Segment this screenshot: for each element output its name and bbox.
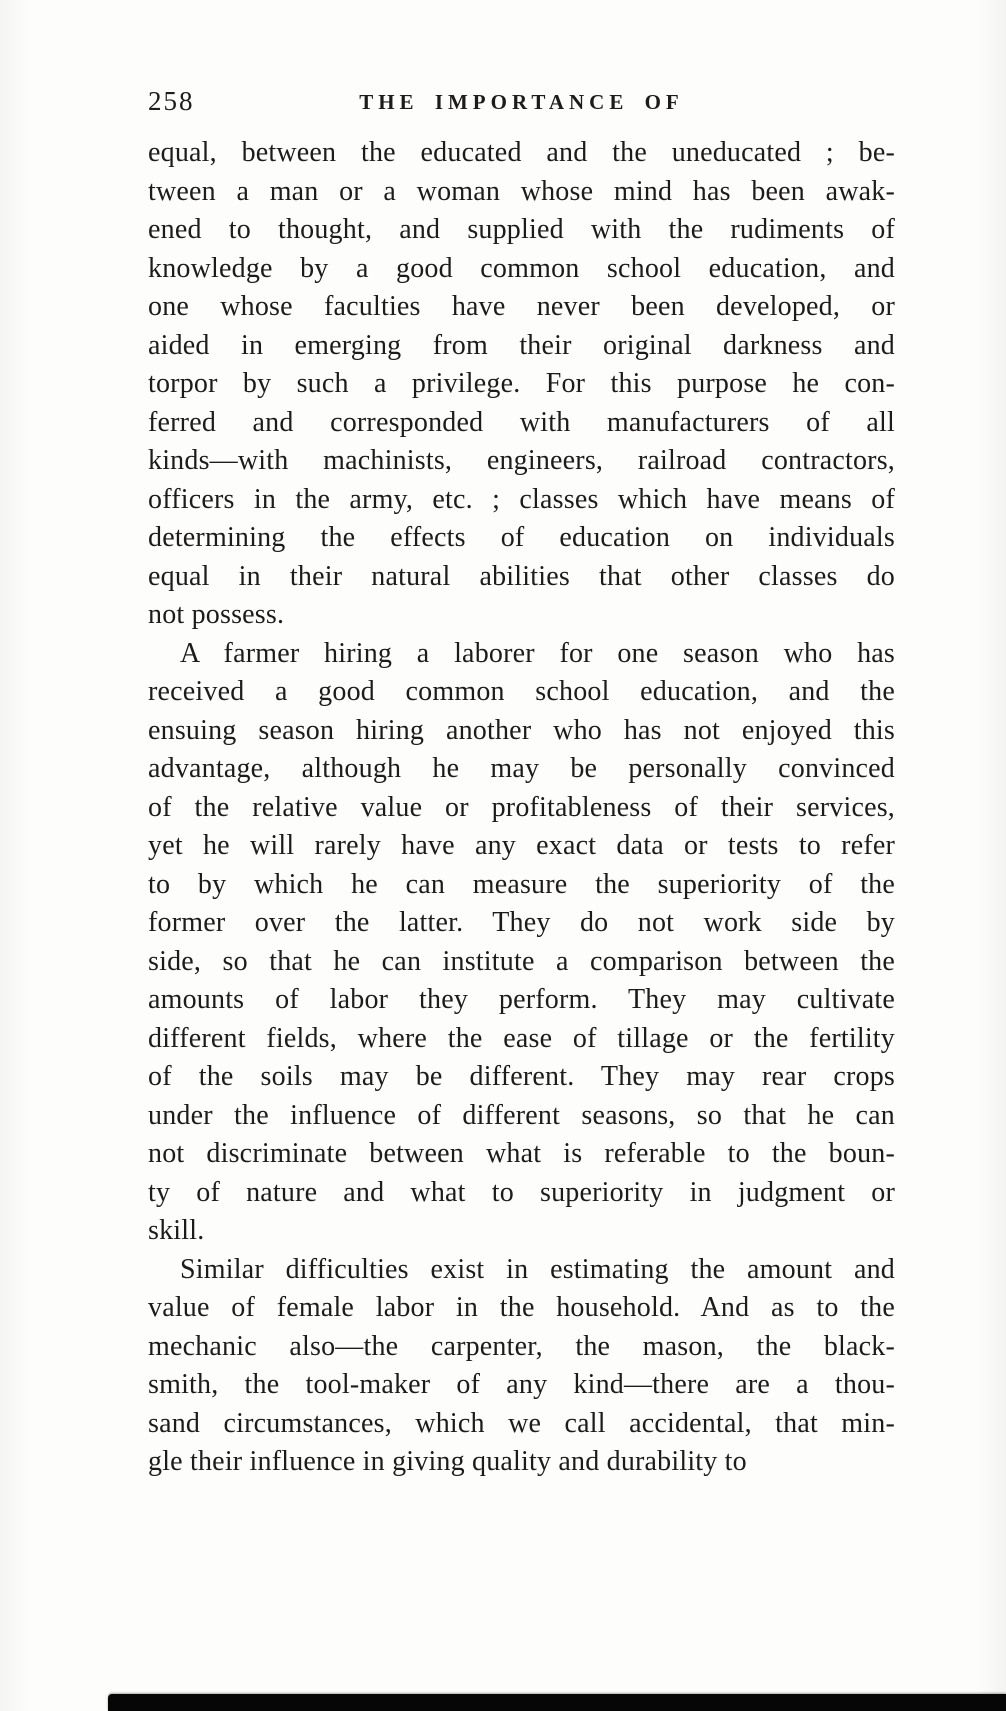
text-line: advantage, although he may be personally convinced (148, 753, 895, 784)
text-line: received a good common school education, and the (148, 676, 895, 707)
text-line: yet he will rarely have any exact data or tests to refer (148, 830, 895, 861)
text-line: ferred and corresponded with manufacturers of all (148, 406, 895, 438)
text-line: to by which he can measure the superiority of the (148, 868, 895, 900)
page-number: 258 (148, 86, 195, 116)
page-header-row (148, 86, 895, 116)
text-line: kinds—with machinists, engineers, railroad contractors, (148, 445, 895, 476)
text-line: gle their influence in giving quality and durability to (148, 1446, 747, 1477)
running-header: THE IMPORTANCE OF (359, 90, 684, 114)
text-line: of the relative value or profitableness of their services, (148, 791, 895, 823)
page-text (148, 134, 895, 1482)
text-line: of the soils may be different. They may rear crops (148, 1061, 895, 1092)
text-line: ensuing season hiring another who has not enjoyed this (148, 714, 895, 746)
text-line: smith, the tool-maker of any kind—there are a thou- (148, 1369, 895, 1400)
text-line: amounts of labor they perform. They may cultivate (148, 984, 895, 1015)
text-line: former over the latter. They do not work side by (148, 907, 895, 938)
text-line: mechanic also—the carpenter, the mason, the black- (148, 1330, 895, 1362)
text-line: skill. (148, 1215, 205, 1246)
text-line: ened to thought, and supplied with the rudiments of (148, 214, 895, 245)
text-line: not discriminate between what is referable to the boun- (148, 1138, 895, 1169)
text-line: one whose faculties have never been developed, or (148, 291, 895, 322)
text-line: tween a man or a woman whose mind has been awak- (148, 175, 895, 207)
text-line: sand circumstances, which we call accidental, that min- (148, 1407, 895, 1439)
text-line: ty of nature and what to superiority in judgment or (148, 1176, 895, 1208)
text-line: A farmer hiring a laborer for one season who has (180, 637, 895, 669)
text-line: side, so that he can institute a comparison between the (148, 945, 895, 977)
scan-edge-artifact (108, 1694, 1006, 1711)
text-line: officers in the army, etc. ; classes which have means of (148, 483, 895, 515)
text-line: not possess. (148, 599, 285, 630)
text-line: different fields, where the ease of tillage or the fertility (148, 1022, 895, 1054)
text-line: knowledge by a good common school education, and (148, 252, 895, 284)
text-line: torpor by such a privilege. For this purpose he con- (148, 368, 895, 399)
text-line: value of female labor in the household. And as to the (148, 1292, 895, 1323)
text-line: aided in emerging from their original darkness and (148, 329, 895, 361)
text-line: determining the effects of education on individuals (148, 522, 895, 553)
text-line: under the influence of different seasons, so that he can (148, 1099, 895, 1131)
text-line: equal, between the educated and the uneducated ; be- (148, 137, 895, 168)
text-line: Similar difficulties exist in estimating the amount and (180, 1253, 895, 1285)
text-line: equal in their natural abilities that other classes do (148, 560, 895, 592)
